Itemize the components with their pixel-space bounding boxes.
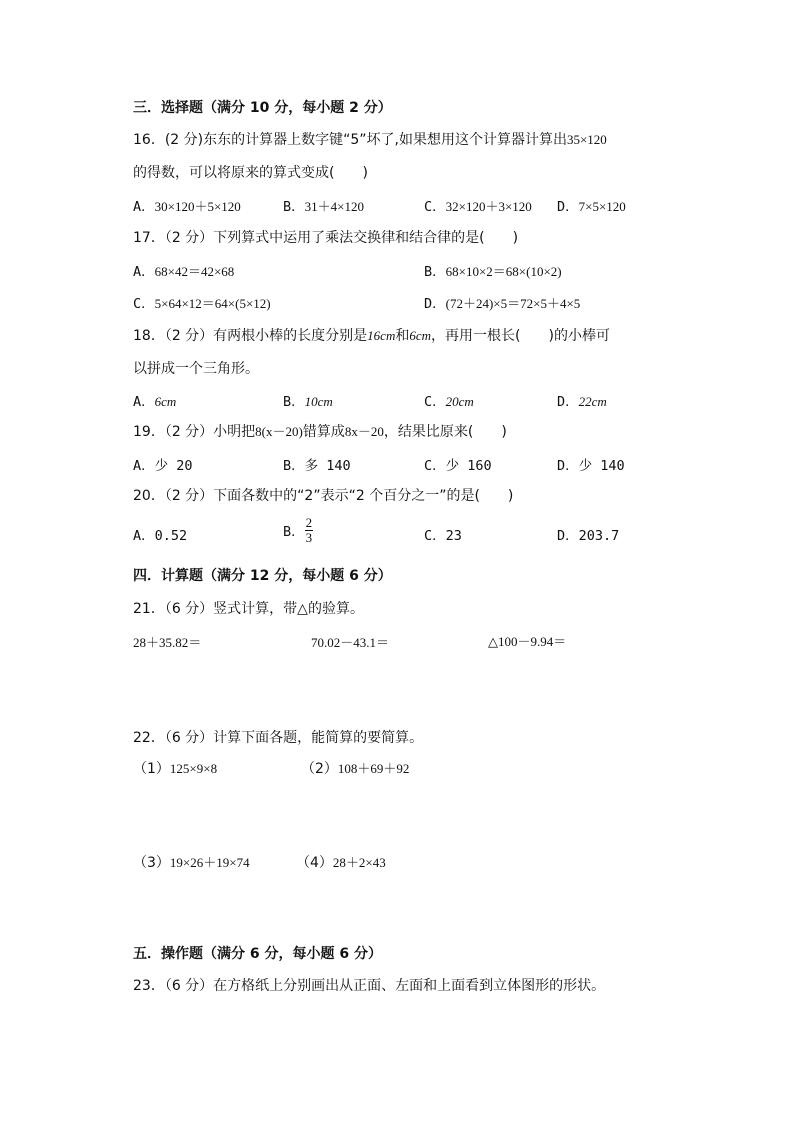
section-title: 三．选择题（满分 10 分，每小题 2 分） (133, 100, 392, 116)
calc-item: 70.02－43.1＝ (311, 635, 390, 650)
question-text: 和 (395, 328, 410, 344)
option-text: 多 140 (304, 458, 351, 474)
math-expression: 8(x－20) (255, 424, 303, 439)
option-text: 5×64×12＝64×(5×12) (154, 296, 271, 311)
option-b (283, 195, 364, 215)
math-expression: 125×9×8 (169, 761, 218, 776)
calc-item (133, 852, 250, 872)
option-d (557, 524, 619, 544)
option-b (283, 516, 313, 544)
option-label: B． (424, 264, 446, 280)
option-label: C． (424, 199, 446, 215)
option-label: C． (424, 528, 446, 544)
math-expression: 35×120 (566, 132, 607, 147)
option-label: D． (557, 528, 579, 544)
question-text: 18．（2 分）有两根小棒的长度分别是 (133, 328, 368, 344)
option-text: 68×42＝42×68 (154, 264, 235, 279)
option-text: 203.7 (578, 528, 620, 544)
calc-item: △100－9.94＝ (488, 634, 567, 649)
section-title: 四．计算题（满分 12 分，每小题 6 分） (133, 568, 392, 584)
question-22-stem: 22．（6 分）计算下面各题，能简算的要简算。 (133, 730, 424, 746)
calc-item (296, 852, 386, 872)
option-label: B． (283, 458, 305, 474)
option-d (557, 454, 625, 474)
option-a (133, 524, 187, 544)
item-label: （2） (301, 761, 338, 777)
option-a (133, 195, 241, 215)
math-expression: 16cm (367, 328, 396, 343)
option-label: A． (133, 528, 155, 544)
item-label: （1） (133, 761, 170, 777)
option-text: 少 20 (154, 458, 193, 474)
option-a (133, 454, 193, 474)
option-text: 32×120＋3×120 (445, 199, 532, 214)
calc-item: 28＋35.82＝ (133, 635, 202, 650)
option-text: 7×5×120 (578, 199, 626, 214)
option-d (557, 390, 607, 410)
question-18-stem-2: 以拼成一个三角形。 (133, 361, 259, 377)
option-label: D． (557, 199, 579, 215)
option-text: 31＋4×120 (304, 199, 364, 214)
option-d (424, 292, 580, 312)
option-b (283, 390, 333, 410)
option-text: 23 (445, 528, 462, 544)
option-label: D． (557, 394, 579, 410)
question-23-stem: 23．（6 分）在方格纸上分别画出从正面、左面和上面看到立体图形的形状。 (133, 978, 606, 994)
option-d (557, 195, 626, 215)
question-text: ，结果比原来( ) (383, 424, 507, 440)
question-18-stem (133, 325, 610, 345)
option-label: C． (133, 296, 155, 312)
option-c (424, 390, 474, 410)
option-a (133, 390, 176, 410)
option-label: A． (133, 458, 155, 474)
calc-item (133, 758, 217, 778)
option-label: A． (133, 199, 155, 215)
item-label: （4） (296, 855, 333, 871)
option-label: D． (557, 458, 579, 474)
question-text: 错算成 (302, 424, 345, 440)
option-text: 少 140 (578, 458, 625, 474)
question-21-stem: 21．（6 分）竖式计算，带△的验算。 (133, 601, 364, 617)
question-17-stem: 17．（2 分）下列算式中运用了乘法交换律和结合律的是( ) (133, 230, 519, 246)
math-expression: 8x－20 (344, 424, 384, 439)
question-text: 19．（2 分）小明把 (133, 424, 256, 440)
fraction (305, 516, 314, 544)
option-text: 30×120＋5×120 (154, 199, 241, 214)
fraction-denominator: 3 (305, 529, 313, 545)
option-label: B． (283, 524, 305, 541)
option-text: 6cm (154, 394, 177, 409)
option-text: 10cm (304, 394, 333, 409)
option-text: 0.52 (154, 528, 188, 544)
option-text: (72＋24)×5＝72×5＋4×5 (445, 296, 581, 311)
question-text: ，再用一根长( )的小棒可 (431, 328, 610, 344)
math-expression: 108＋69＋92 (337, 761, 410, 776)
option-label: B． (283, 199, 305, 215)
math-expression: 6cm (409, 328, 432, 343)
math-expression: 28＋2×43 (332, 855, 386, 870)
option-c (133, 292, 271, 312)
option-label: B． (283, 394, 305, 410)
option-c (424, 454, 492, 474)
question-20-stem: 20．（2 分）下面各数中的“2”表示“2 个百分之一”的是( ) (133, 488, 514, 504)
option-b (424, 260, 562, 280)
math-expression: 19×26＋19×74 (169, 855, 250, 870)
question-text: 16．(2 分)东东的计算器上数字键“5”坏了,如果想用这个计算器计算出 (133, 132, 567, 148)
option-c (424, 195, 532, 215)
item-label: （3） (133, 855, 170, 871)
option-text: 22cm (578, 394, 607, 409)
option-c (424, 524, 462, 544)
fraction-numerator: 2 (305, 515, 313, 530)
calc-item (301, 758, 409, 778)
option-text: 少 160 (445, 458, 492, 474)
option-label: A． (133, 394, 155, 410)
option-text: 68×10×2＝68×(10×2) (445, 264, 562, 279)
question-16-stem (133, 129, 607, 149)
question-16-stem-2: 的得数，可以将原来的算式变成( ) (133, 165, 368, 181)
question-19-stem (133, 421, 507, 441)
option-text: 20cm (445, 394, 474, 409)
option-b (283, 454, 351, 474)
option-a (133, 260, 234, 280)
option-label: C． (424, 394, 446, 410)
section-title: 五．操作题（满分 6 分，每小题 6 分） (133, 946, 382, 962)
option-label: A． (133, 264, 155, 280)
option-label: C． (424, 458, 446, 474)
option-label: D． (424, 296, 446, 312)
